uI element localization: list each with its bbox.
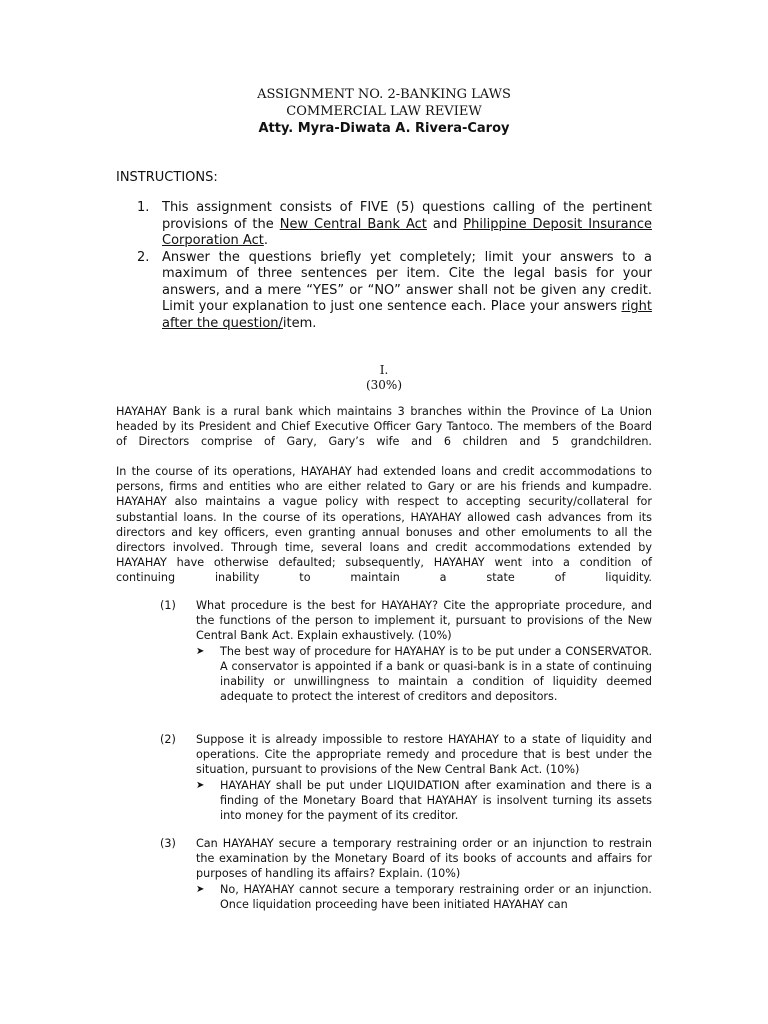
answer-text: No, HAYAHAY cannot secure a temporary restraining order or an injunction. Once liquidation proceeding have been initiated HAYAHAY can (220, 882, 652, 911)
arrow-bullet-icon: ➤ (196, 883, 205, 895)
instruction-number: 1. (137, 200, 150, 215)
instruction-item (130, 250, 652, 333)
question-item (160, 598, 652, 704)
instructions-list (130, 200, 652, 332)
instruction-text: and (426, 216, 464, 232)
answer-item (196, 882, 652, 912)
question-number: (3) (160, 837, 176, 850)
law-reference: Philippine Deposit Insurance Corporation Act (162, 216, 652, 248)
question-number: (2) (160, 733, 176, 746)
author-name: Atty. Myra-Diwata A. Rivera-Caroy (258, 121, 510, 136)
instruction-text: This assignment consists of FIVE (5) questions calling of the pertinent provisions of the (162, 200, 652, 232)
assignment-title: ASSIGNMENT NO. 2-BANKING LAWS (257, 87, 511, 102)
emphasis-text: right after the question/ (162, 299, 652, 331)
section-numeral: I. (379, 363, 389, 377)
instruction-text: Answer the questions briefly yet completely; limit your answers to a maximum of three sentences per item. Cite the legal basis for your answers, and a mere “YES” or “NO” answer shall not be given any credit. Limit your explanation to just one sentence each. Place your answers (162, 249, 652, 314)
arrow-bullet-icon: ➤ (196, 645, 205, 657)
instruction-number: 2. (137, 249, 150, 265)
law-reference: New Central Bank Act (279, 216, 427, 232)
question-text: What procedure is the best for HAYAHAY? Cite the appropriate procedure, and the functions of the person to implement it, pursuant to provisions of the New Central Bank Act. Explain exhaustively. (10%) (196, 599, 652, 643)
question-item (160, 732, 652, 823)
answer-item (196, 644, 652, 705)
question-item (160, 836, 652, 912)
answer-text: HAYAHAY shall be put under LIQUIDATION after examination and there is a finding of the Monetary Board that HAYAHAY is insolvent turning its assets into money for the payment of its creditor. (220, 778, 652, 823)
instruction-text: item. (282, 315, 317, 331)
case-paragraph: HAYAHAY Bank is a rural bank which maintains 3 branches within the Province of La Union headed by its President and Chief Executive Officer Gary Tantoco. The members of the Board of Directors comprise of Gary, Gary’s wife and 6 children and 5 grandchildren. (116, 405, 652, 449)
question-text: Can HAYAHAY secure a temporary restraining order or an injunction to restrain the examination by the Monetary Board of its books of accounts and affairs for purposes of handling its affairs? Explain. (10%) (196, 837, 652, 881)
answer-item (196, 778, 652, 824)
answer-text: The best way of procedure for HAYAHAY is to be put under a CONSERVATOR. A conservator is appointed if a bank or quasi-bank is in a state of continuing inability or unwillingness to maintain a condition of liquidity deemed adequate to protect the interest of creditors and depositors. (220, 644, 652, 704)
instruction-item (130, 200, 652, 250)
document-header (0, 86, 768, 137)
instructions-label: INSTRUCTIONS: (116, 170, 218, 185)
question-text: Suppose it is already impossible to restore HAYAHAY to a state of liquidity and operations. Cite the appropriate remedy and procedure that is best under the situation, pursuant to provisions of the New Central Bank Act. (10%) (196, 733, 652, 777)
section-percent: (30%) (365, 378, 403, 392)
question-number: (1) (160, 599, 176, 612)
arrow-bullet-icon: ➤ (196, 779, 205, 791)
course-title: COMMERCIAL LAW REVIEW (286, 104, 482, 119)
instruction-text: . (263, 233, 268, 248)
case-paragraph: In the course of its operations, HAYAHAY had extended loans and credit accommodations to persons, firms and entities who are either related to Gary or are his friends and kumpadre. HAYAHAY also maintains a vague policy with respect to accepting security/collateral for substantial loans. In the course of its operations, HAYAHAY allowed cash advances from its directors and key officers, even granting annual bonuses and other emoluments to all the directors involved. Through time, several loans and credit accommodations extended by HAYAHAY have otherwise defaulted; subsequently, HAYAHAY went into a condition of continuing inability to maintain a state of liquidity. (116, 465, 652, 585)
